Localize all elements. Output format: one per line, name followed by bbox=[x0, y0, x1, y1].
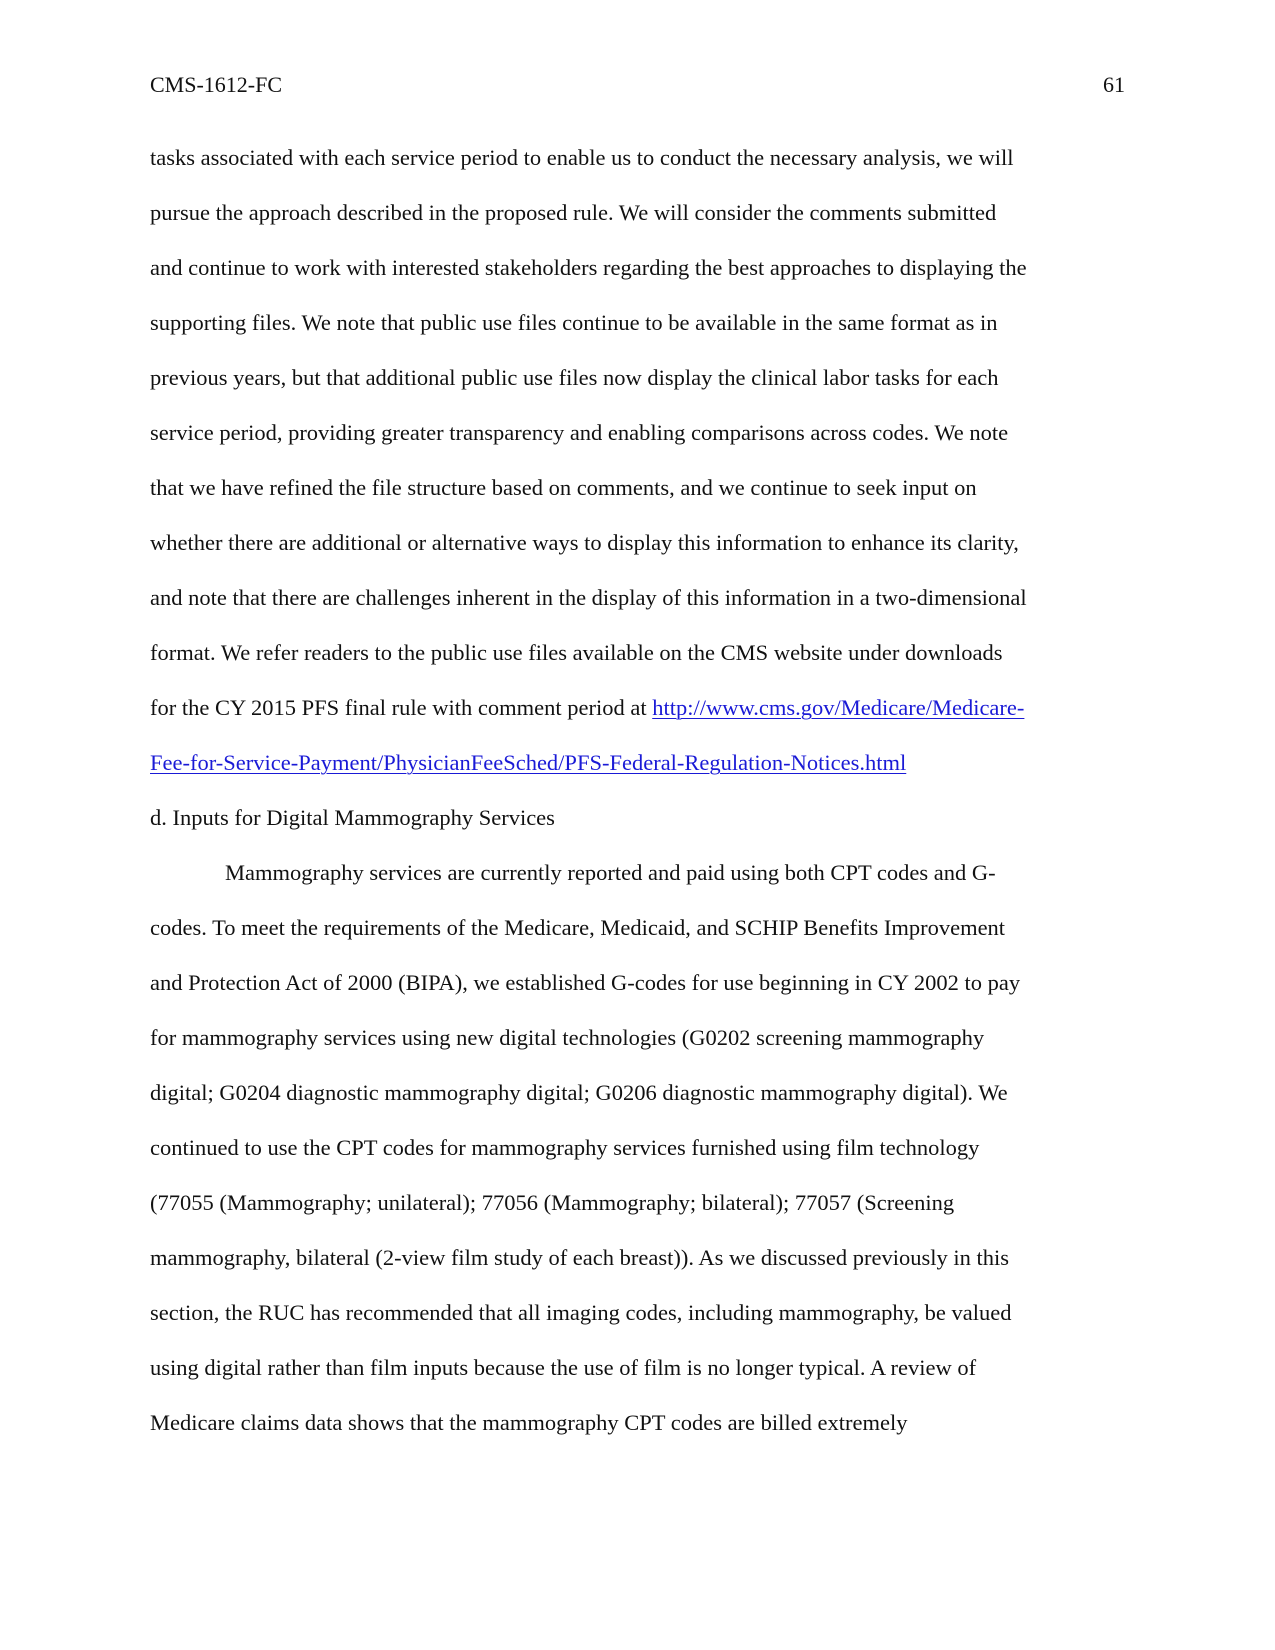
paragraph-line: format. We refer readers to the public use files available on the CMS website under downloads bbox=[150, 640, 1003, 665]
paragraph-line: mammography, bilateral (2-view film study of each breast)). As we discussed previously in this bbox=[150, 1245, 1009, 1270]
section-heading: d. Inputs for Digital Mammography Services bbox=[150, 805, 555, 830]
paragraph-line: and Protection Act of 2000 (BIPA), we established G-codes for use beginning in CY 2002 to pay bbox=[150, 970, 1021, 995]
paragraph-line: and continue to work with interested stakeholders regarding the best approaches to displaying the bbox=[150, 255, 1027, 280]
paragraph-line: Mammography services are currently reported and paid using both CPT codes and G- bbox=[225, 860, 996, 885]
cms-link[interactable]: http://www.cms.gov/Medicare/Medicare- bbox=[652, 695, 1025, 720]
paragraph-line: previous years, but that additional public use files now display the clinical labor tasks for each bbox=[150, 365, 999, 390]
paragraph-line: whether there are additional or alternative ways to display this information to enhance its clarity, bbox=[150, 530, 1019, 555]
page-number: 61 bbox=[1103, 72, 1125, 97]
paragraph-line: Medicare claims data shows that the mammography CPT codes are billed extremely bbox=[150, 1410, 908, 1435]
paragraph-line bbox=[150, 694, 1024, 722]
document-id: CMS-1612-FC bbox=[150, 72, 283, 97]
paragraph-line: supporting files. We note that public use files continue to be available in the same format as in bbox=[150, 310, 998, 335]
paragraph-line: codes. To meet the requirements of the Medicare, Medicaid, and SCHIP Benefits Improvement bbox=[150, 915, 1006, 940]
paragraph-line: for mammography services using new digital technologies (G0202 screening mammography bbox=[150, 1025, 985, 1050]
paragraph-line: using digital rather than film inputs because the use of film is no longer typical. A review of bbox=[150, 1355, 977, 1380]
paragraph-line: section, the RUC has recommended that all imaging codes, including mammography, be valued bbox=[150, 1300, 1012, 1325]
paragraph-line: that we have refined the file structure based on comments, and we continue to seek input on bbox=[150, 475, 977, 500]
paragraph-line: tasks associated with each service period to enable us to conduct the necessary analysis, we will bbox=[150, 145, 1014, 170]
paragraph-line: continued to use the CPT codes for mammography services furnished using film technology bbox=[150, 1135, 980, 1160]
paragraph-line: digital; G0204 diagnostic mammography digital; G0206 diagnostic mammography digital). We bbox=[150, 1080, 1008, 1105]
paragraph-line: service period, providing greater transparency and enabling comparisons across codes. We note bbox=[150, 420, 1009, 445]
paragraph-line: (77055 (Mammography; unilateral); 77056 (Mammography; bilateral); 77057 (Screening bbox=[150, 1190, 955, 1215]
cms-link-continued[interactable]: Fee-for-Service-Payment/PhysicianFeeSched/PFS-Federal-Regulation-Notices.html bbox=[150, 750, 907, 775]
paragraph-line: pursue the approach described in the proposed rule. We will consider the comments submitted bbox=[150, 200, 997, 225]
paragraph-line bbox=[150, 749, 906, 777]
link-lead-text: for the CY 2015 PFS final rule with comment period at bbox=[150, 695, 653, 720]
paragraph-line: and note that there are challenges inherent in the display of this information in a two-dimensional bbox=[150, 585, 1027, 610]
